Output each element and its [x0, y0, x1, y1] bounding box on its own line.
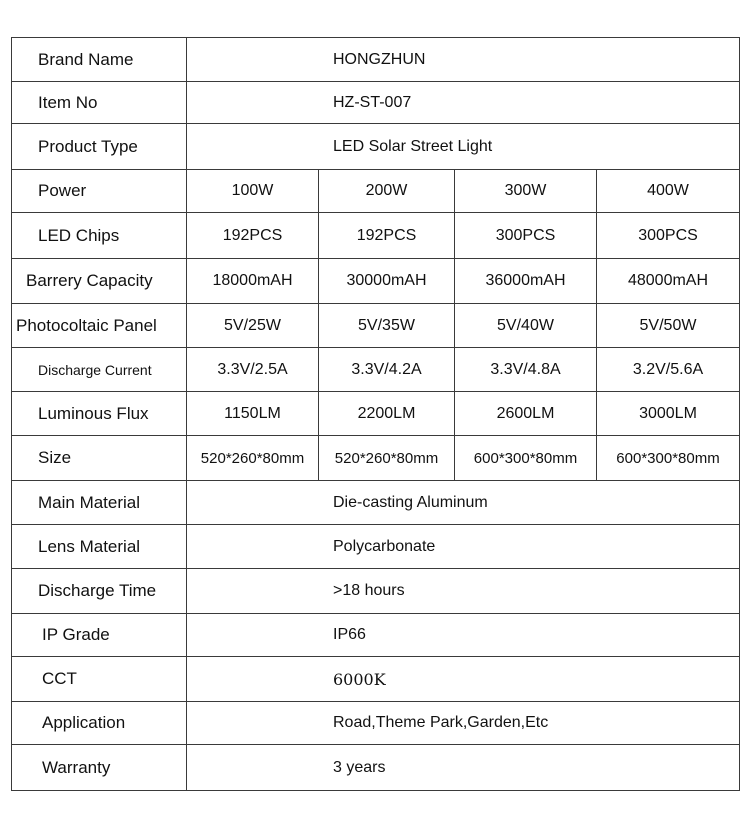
label-item-no: Item No: [12, 82, 187, 124]
value-luminous-flux-3: 2600LM: [455, 392, 597, 436]
row-size: [12, 436, 740, 481]
value-battery-capacity-3: 36000mAH: [455, 259, 597, 304]
value-discharge-time: >18 hours: [187, 569, 740, 614]
value-application: Road,Theme Park,Garden,Etc: [187, 702, 740, 745]
value-ip-grade: IP66: [187, 614, 740, 657]
value-discharge-current-2: 3.3V/4.2A: [319, 348, 455, 392]
value-luminous-flux-1: 1150LM: [187, 392, 319, 436]
value-size-1: 520*260*80mm: [187, 436, 319, 481]
row-power: [12, 170, 740, 213]
label-battery-capacity: Barrery Capacity: [12, 259, 187, 304]
row-led-chips: [12, 213, 740, 259]
row-lens-material: [12, 525, 740, 569]
row-discharge-time: [12, 569, 740, 614]
row-brand-name: [12, 38, 740, 82]
value-cct: 6000K: [187, 657, 740, 702]
value-led-chips-2: 192PCS: [319, 213, 455, 259]
value-discharge-current-4: 3.2V/5.6A: [597, 348, 740, 392]
value-led-chips-4: 300PCS: [597, 213, 740, 259]
label-brand-name: Brand Name: [12, 38, 187, 82]
value-power-1: 100W: [187, 170, 319, 213]
value-luminous-flux-2: 2200LM: [319, 392, 455, 436]
value-item-no: HZ-ST-007: [187, 82, 740, 124]
row-battery-capacity: [12, 259, 740, 304]
label-cct: CCT: [12, 657, 187, 702]
label-lens-material: Lens Material: [12, 525, 187, 569]
row-photovoltaic-panel: [12, 304, 740, 348]
label-discharge-current: Discharge Current: [12, 348, 187, 392]
row-main-material: [12, 481, 740, 525]
value-size-2: 520*260*80mm: [319, 436, 455, 481]
value-luminous-flux-4: 3000LM: [597, 392, 740, 436]
label-size: Size: [12, 436, 187, 481]
value-photovoltaic-panel-3: 5V/40W: [455, 304, 597, 348]
value-battery-capacity-4: 48000mAH: [597, 259, 740, 304]
value-warranty: 3 years: [187, 745, 740, 791]
row-luminous-flux: [12, 392, 740, 436]
label-discharge-time: Discharge Time: [12, 569, 187, 614]
label-warranty: Warranty: [12, 745, 187, 791]
value-power-4: 400W: [597, 170, 740, 213]
row-product-type: [12, 124, 740, 170]
label-ip-grade: IP Grade: [12, 614, 187, 657]
row-ip-grade: [12, 614, 740, 657]
row-discharge-current: [12, 348, 740, 392]
value-size-4: 600*300*80mm: [597, 436, 740, 481]
label-led-chips: LED Chips: [12, 213, 187, 259]
label-application: Application: [12, 702, 187, 745]
value-lens-material: Polycarbonate: [187, 525, 740, 569]
label-product-type: Product Type: [12, 124, 187, 170]
value-product-type: LED Solar Street Light: [187, 124, 740, 170]
row-cct: [12, 657, 740, 702]
label-power: Power: [12, 170, 187, 213]
row-item-no: [12, 82, 740, 124]
value-discharge-current-3: 3.3V/4.8A: [455, 348, 597, 392]
value-photovoltaic-panel-1: 5V/25W: [187, 304, 319, 348]
row-warranty: [12, 745, 740, 791]
value-photovoltaic-panel-4: 5V/50W: [597, 304, 740, 348]
label-luminous-flux: Luminous Flux: [12, 392, 187, 436]
value-power-2: 200W: [319, 170, 455, 213]
value-led-chips-3: 300PCS: [455, 213, 597, 259]
value-brand-name: HONGZHUN: [187, 38, 740, 82]
label-photovoltaic-panel: Photocoltaic Panel: [12, 304, 187, 348]
value-battery-capacity-2: 30000mAH: [319, 259, 455, 304]
label-main-material: Main Material: [12, 481, 187, 525]
value-battery-capacity-1: 18000mAH: [187, 259, 319, 304]
value-photovoltaic-panel-2: 5V/35W: [319, 304, 455, 348]
value-main-material: Die-casting Aluminum: [187, 481, 740, 525]
value-led-chips-1: 192PCS: [187, 213, 319, 259]
value-power-3: 300W: [455, 170, 597, 213]
spec-table: [11, 37, 740, 791]
value-size-3: 600*300*80mm: [455, 436, 597, 481]
row-application: [12, 702, 740, 745]
value-discharge-current-1: 3.3V/2.5A: [187, 348, 319, 392]
